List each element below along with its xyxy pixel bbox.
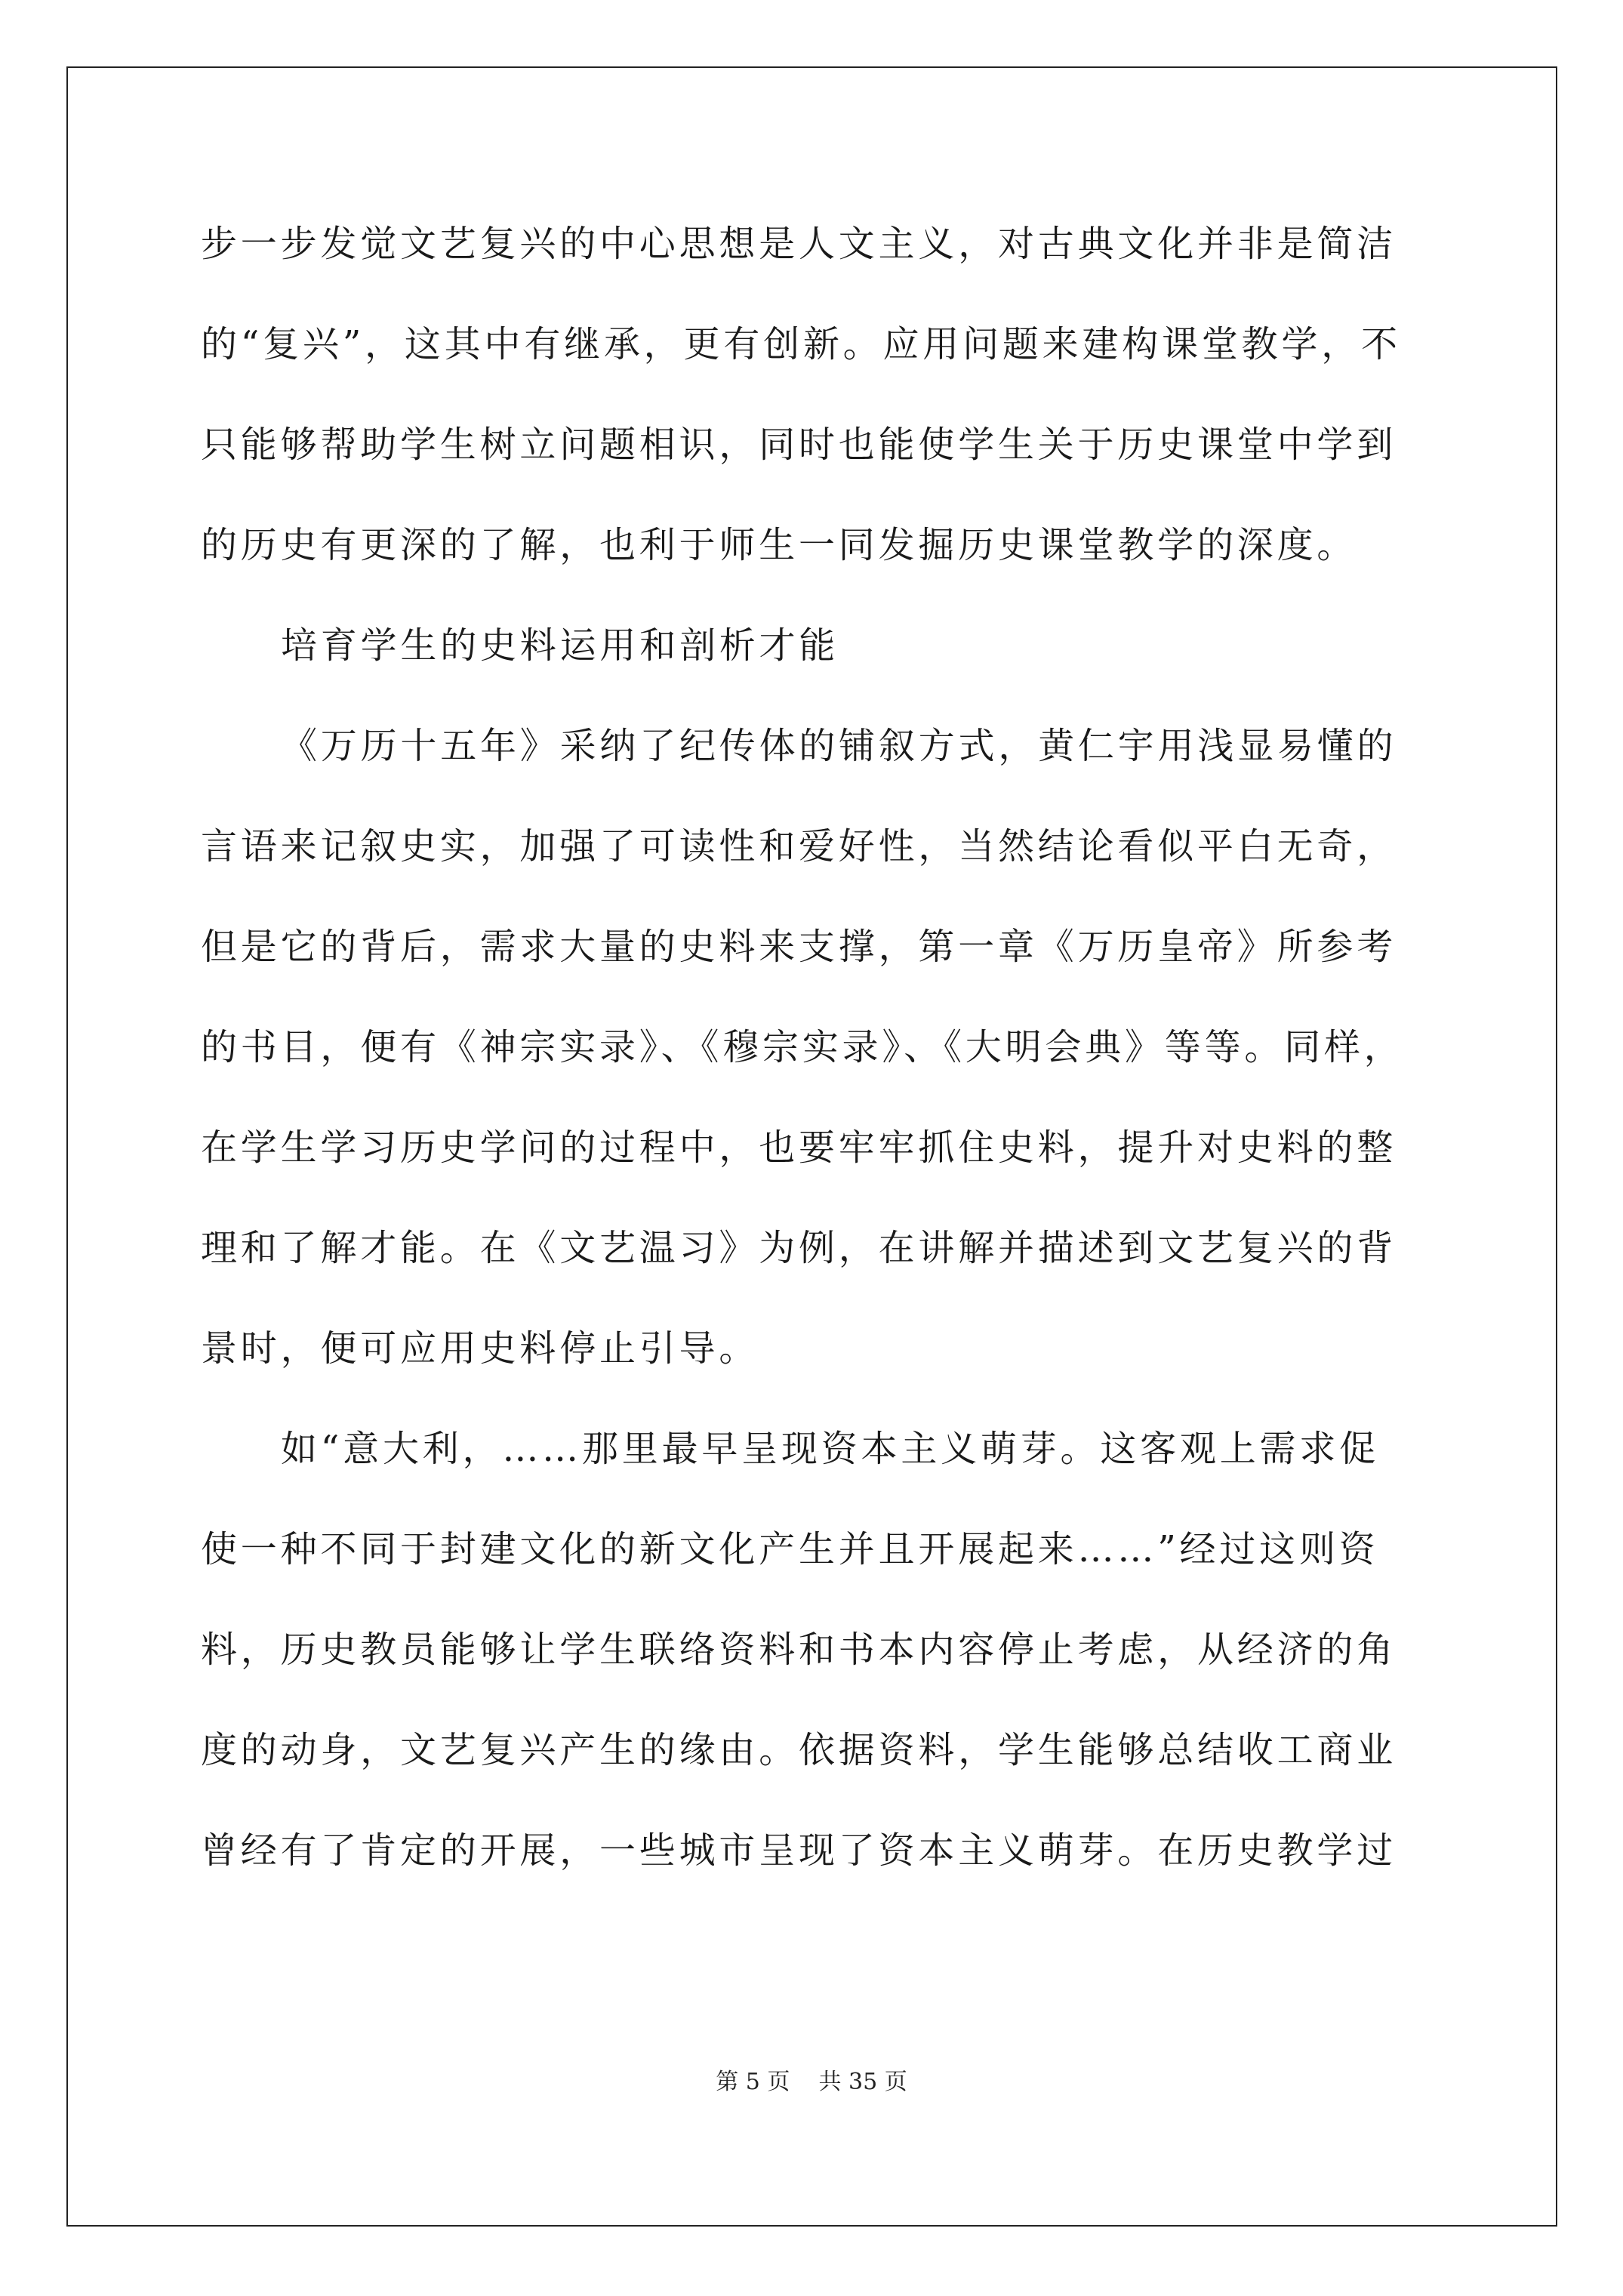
text-line: 料，历史教员能够让学生联络资料和书本内容停止考虑，从经济的角 xyxy=(201,1629,1397,1671)
text-line: 的书目，便有《神宗实录》、《穆宗实录》、《大明会典》等等。同样， xyxy=(201,1026,1404,1068)
text-line: 的历史有更深的了解，也利于师生一同发掘历史课堂教学的深度。 xyxy=(201,524,1357,566)
text-line: 的“复兴”，这其中有继承，更有创新。应用问题来建构课堂教学，不 xyxy=(201,323,1401,365)
text-line: 《万历十五年》采纳了纪传体的铺叙方式，黄仁宇用浅显易懂的 xyxy=(281,725,1397,767)
section-heading: 培育学生的史料运用和剖析才能 xyxy=(281,624,839,667)
text-line: 如“意大利，……那里最早呈现资本主义萌芽。这客观上需求促 xyxy=(281,1428,1379,1470)
text-line: 只能够帮助学生树立问题相识，同时也能使学生关于历史课堂中学到 xyxy=(201,424,1397,466)
text-line: 但是它的背后，需求大量的史料来支撑，第一章《万历皇帝》所参考 xyxy=(201,926,1397,968)
page-number-footer: 第 5 页 共 35 页 xyxy=(716,2069,907,2095)
text-line: 言语来记叙史实，加强了可读性和爱好性，当然结论看似平白无奇， xyxy=(201,825,1397,868)
text-line: 曾经有了肯定的开展，一些城市呈现了资本主义萌芽。在历史教学过 xyxy=(201,1829,1397,1872)
text-line: 步一步发觉文艺复兴的中心思想是人文主义，对古典文化并非是简洁 xyxy=(201,223,1397,265)
text-line: 景时，便可应用史料停止引导。 xyxy=(201,1327,759,1370)
text-line: 在学生学习历史学问的过程中，也要牢牢抓住史料，提升对史料的整 xyxy=(201,1126,1397,1169)
text-line: 使一种不同于封建文化的新文化产生并且开展起来……”经过这则资 xyxy=(201,1528,1379,1570)
text-line: 度的动身，文艺复兴产生的缘由。依据资料，学生能够总结收工商业 xyxy=(201,1729,1397,1771)
text-line: 理和了解才能。在《文艺温习》为例，在讲解并描述到文艺复兴的背 xyxy=(201,1227,1397,1269)
